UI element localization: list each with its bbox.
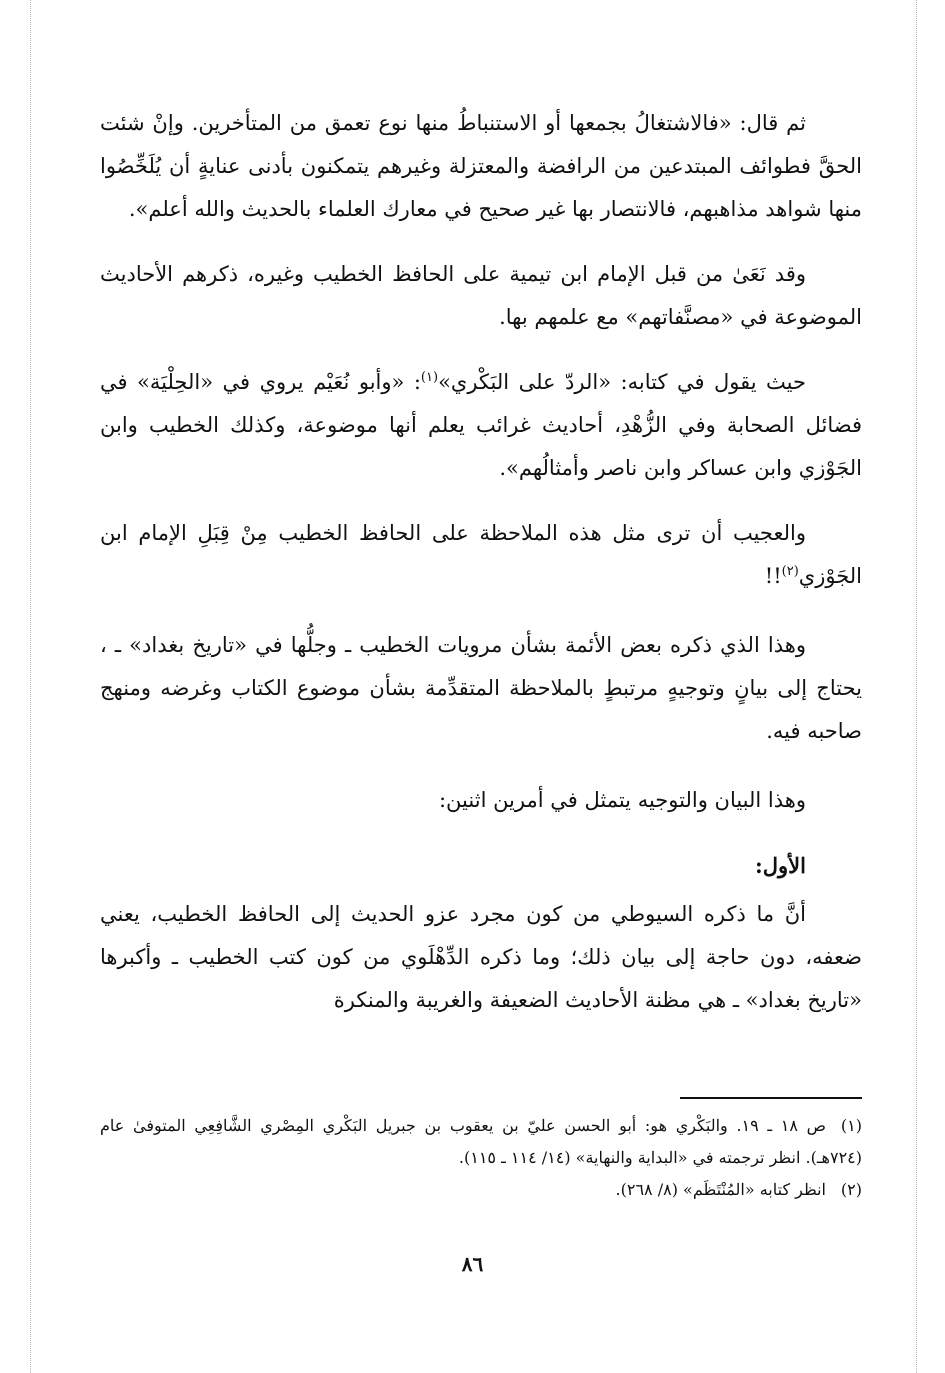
paragraph-2: وقد نَعَىٰ من قبل الإمام ابن تيمية على الحافظ الخطيب وغيره، ذكرهم الأحاديث الموضوعة في «مصنَّفاتهم» مع علمهم بها. — [100, 262, 862, 329]
footnote-ref-2: (٢) — [781, 564, 799, 579]
footnote-2 — [100, 1174, 862, 1206]
footnote-ref-1: (١) — [420, 370, 439, 385]
page-number: ٨٦ — [461, 1252, 484, 1276]
footnote-text: انظر كتابه «المُنْتَظَم» (٨/ ٢٦٨). — [615, 1180, 826, 1199]
paragraph-5: وهذا الذي ذكره بعض الأئمة بشأن مرويات الخطيب ـ وجلُّها في «تاريخ بغداد» ـ ، يحتاج إلى بيانٍ وتوجيهٍ مرتبطٍ بالملاحظة المتقدِّمة بشأن موضوع الكتاب وغرضه ومنهج صاحبه فيه. — [100, 633, 862, 743]
footnote-number: (١) — [840, 1116, 862, 1135]
margin-guide-left — [30, 0, 31, 1373]
paragraph-3-rest: : «وأبو نُعَيْم يروي في «الحِلْيَة» في فضائل الصحابة وفي الزُّهْدِ، أحاديث غرائب يعلم أنها موضوعة، وكذلك الخطيب وابن الجَوْزي وابن عساكر وابن ناصر وأمثالُهم». — [100, 370, 862, 480]
paragraph-7: أنَّ ما ذكره السيوطي من كون مجرد عزو الحديث إلى الحافظ الخطيب، يعني ضعفه، دون حاجة إلى بيان ذلك؛ وما ذكره الدِّهْلَوي من كون كتب الخطيب ـ وأكبرها «تاريخ بغداد» ـ هي مظنة الأحاديث الضعيفة والغريبة والمنكرة — [100, 902, 862, 1012]
section-heading: الأول: — [755, 853, 806, 878]
paragraph-3 — [100, 361, 862, 490]
paragraph-1: ثم قال: «فالاشتغالُ بجمعها أو الاستنباطُ منها نوع تعمق من المتأخرين. وإنْ شئت الحقَّ فطوائف المبتدعين من الرافضة والمعتزلة وغيرهم يتمكنون بأدنى عنايةٍ أن يُلَخِّصُوا منها شواهد مذاهبهم، فالانتصار بها غير صحيح في معارك العلماء بالحديث والله أعلم». — [100, 111, 862, 221]
margin-guide-right — [916, 0, 917, 1373]
page-body — [100, 102, 862, 1022]
paragraph-6: وهذا البيان والتوجيه يتمثل في أمرين اثنين: — [438, 788, 806, 812]
paragraph-4-start: والعجيب أن ترى مثل هذه الملاحظة على الحافظ الخطيب مِنْ قِبَلِ الإمام ابن الجَوْزي — [100, 521, 862, 588]
paragraph-4-end: !! — [764, 564, 782, 588]
footnote-text: ص ١٨ ـ ١٩. والبَكْري هو: أبو الحسن عليّ بن يعقوب بن جبريل البَكْري المِصْري الشَّافِعِي المتوفىٰ عام (٧٢٤هـ). انظر ترجمته في «البداية والنهاية» (١٤/ ١١٤ ـ ١١٥). — [100, 1116, 862, 1167]
paragraph-3-start: حيث يقول في كتابه: «الردّ على البَكْري» — [438, 370, 806, 394]
footnote-separator — [680, 1097, 862, 1099]
footnotes — [100, 1110, 862, 1206]
footnote-number: (٢) — [840, 1180, 862, 1199]
footnote-1 — [100, 1110, 862, 1174]
paragraph-4 — [100, 512, 862, 598]
